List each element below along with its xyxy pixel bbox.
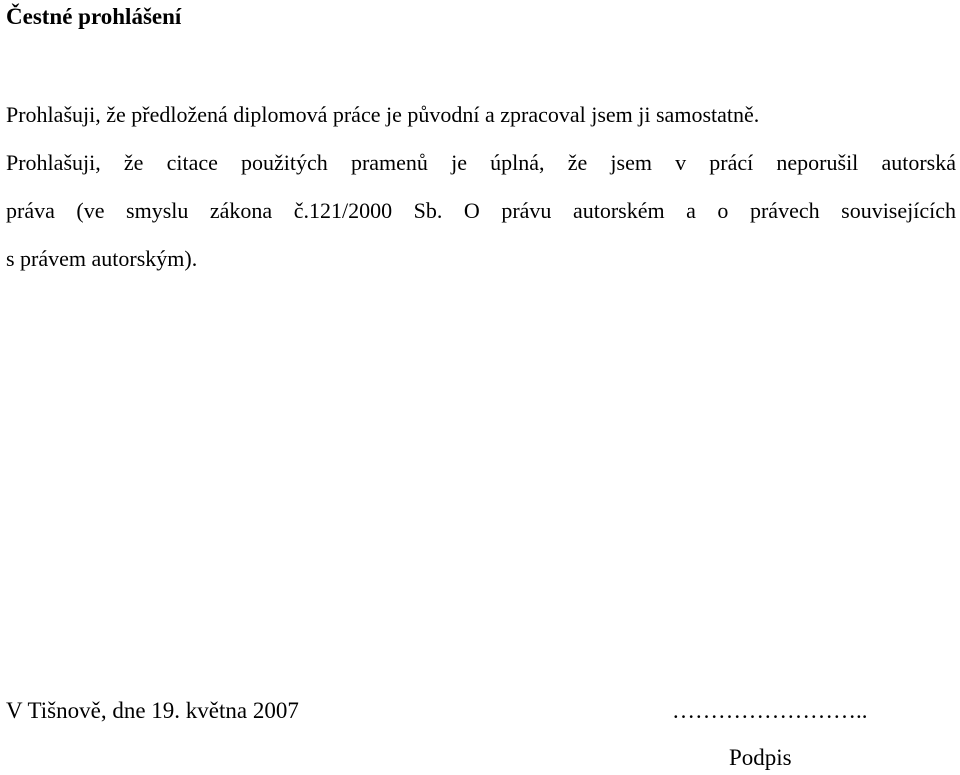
paragraph-line: Prohlašuji, že citace použitých pramenů je úplná, že jsem v prácí neporušil autorská (6, 150, 956, 175)
paragraph-line: Prohlašuji, že předložená diplomová práce je původní a zpracoval jsem ji samostatně. (6, 102, 760, 127)
signature-line: …………………….. (672, 698, 868, 723)
signature-label: Podpis (729, 745, 792, 770)
declaration-paragraph (6, 91, 956, 283)
place-and-date: V Tišnově, dne 19. května 2007 (6, 698, 299, 723)
page-title: Čestné prohlášení (6, 4, 182, 29)
paragraph-line: s právem autorským). (6, 246, 198, 271)
paragraph-line: práva (ve smyslu zákona č.121/2000 Sb. O právu autorském a o právech souvisejících (6, 198, 956, 223)
